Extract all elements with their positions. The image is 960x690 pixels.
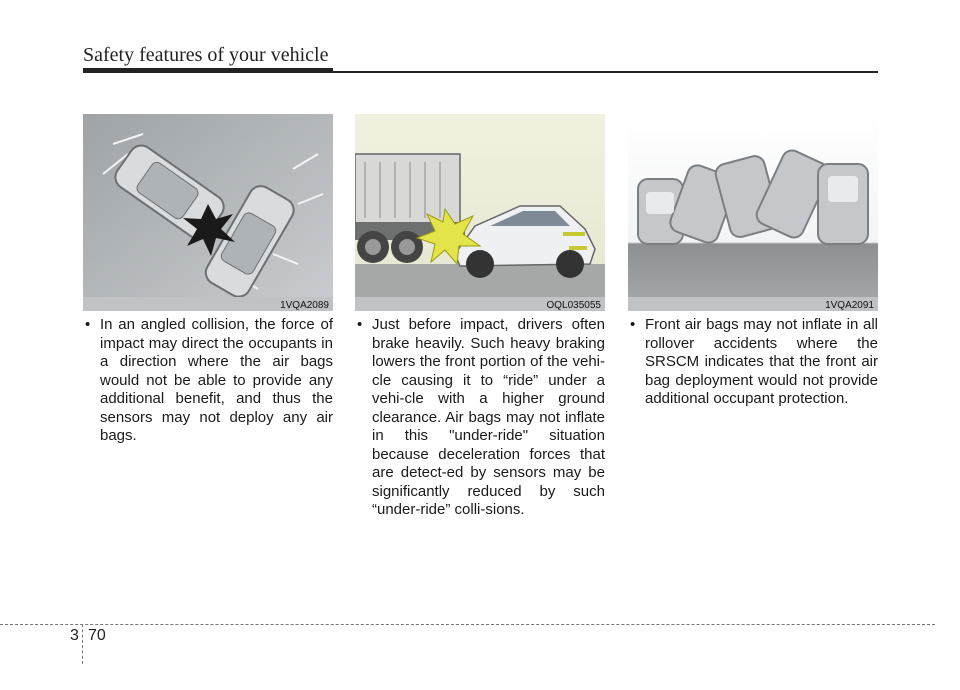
paragraph-under-ride: Just before impact, drivers often brake heavily. Such heavy braking lowers the front portion of the vehi-cle causing it to “ride” under a vehi-cle with a higher ground clearance. Air bags may not inflate in this "under-ride" situation because deceleration forces that are detect-ed by sensors may be significantly reduced by such “under-ride” colli-sions. <box>372 316 605 518</box>
paragraph-angled-collision: In an angled collision, the force of impact may direct the occupants in a direction where the air bags would not be able to provide any additional benefit, and thus the sensors may not deploy any air bags. <box>100 316 333 444</box>
footer-rule <box>0 624 935 625</box>
paragraph-rollover: Front air bags may not inflate in all rollover accidents where the SRSCM indicates that the front air bag deployment would not provide additional occupant protection. <box>645 316 878 407</box>
figure-angled-collision <box>83 114 333 311</box>
page-number: 70 <box>88 627 106 644</box>
figure-code: OQL035055 <box>546 300 601 311</box>
bullet-marker: • <box>85 316 91 333</box>
bullet-marker: • <box>357 316 363 333</box>
under-ride-illustration <box>355 114 605 311</box>
angled-collision-illustration <box>83 114 333 311</box>
figure-code: 1VQA2089 <box>280 300 329 311</box>
header-rule-thick <box>83 68 333 73</box>
figure-under-ride <box>355 114 605 311</box>
chapter-number: 3 <box>70 627 79 644</box>
text-column-angled-collision <box>83 316 333 446</box>
text-column-rollover <box>628 316 878 409</box>
rollover-illustration <box>628 114 878 311</box>
header-rule-thin <box>333 71 878 73</box>
text-column-under-ride <box>355 316 605 520</box>
figure-code: 1VQA2091 <box>825 300 874 311</box>
bullet-marker: • <box>630 316 636 333</box>
figure-rollover <box>628 114 878 311</box>
footer-divider <box>82 624 83 664</box>
page-header-title: Safety features of your vehicle <box>83 44 329 66</box>
